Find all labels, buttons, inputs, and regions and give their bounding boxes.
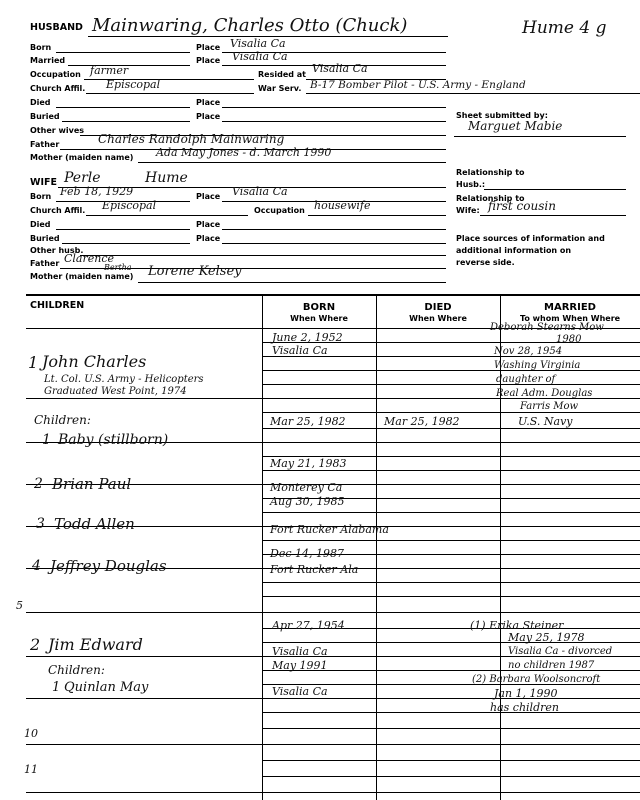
jim-married-7: has children xyxy=(490,701,559,714)
other-husb-line xyxy=(80,255,446,256)
gc2-born-place: Monterey Ca xyxy=(270,481,343,494)
wife-church-line xyxy=(86,215,248,216)
occupation-label: Occupation xyxy=(30,70,81,79)
husband-mother: Ada May Jones - d. March 1990 xyxy=(156,146,332,159)
gc1-born: Mar 25, 1982 xyxy=(270,415,346,428)
married-place-label: Place xyxy=(196,56,221,65)
wife-buried-line xyxy=(62,243,190,244)
gc4-born: Dec 14, 1987 xyxy=(270,547,344,560)
gc5-born-place: Visalia Ca xyxy=(272,685,328,698)
sheet-submitted-line xyxy=(454,136,626,137)
wife-rel-line xyxy=(480,215,626,216)
husband-name: Mainwaring, Charles Otto (Chuck) xyxy=(92,15,408,36)
gc2-born: May 21, 1983 xyxy=(270,457,347,470)
table-row-line xyxy=(262,540,640,541)
wife-father: Clarence xyxy=(64,252,115,265)
table-row-line xyxy=(26,744,640,745)
wife-died-place-line xyxy=(222,229,446,230)
husband-resided: Visalia Ca xyxy=(312,62,368,75)
sheet-id: Hume 4 g xyxy=(522,18,607,38)
gc5-num: 1 xyxy=(52,680,61,695)
husband-war-serv: B-17 Bomber Pilot - U.S. Army - England xyxy=(310,79,526,91)
gc2-name: Brian Paul xyxy=(52,475,132,493)
war-serv-label: War Serv. xyxy=(258,84,302,93)
died-place-label: Place xyxy=(196,98,221,107)
table-row-line xyxy=(262,428,640,429)
gc1-died: Mar 25, 1982 xyxy=(384,415,460,428)
row-mark-11: 11 xyxy=(24,763,38,776)
other-husb-label: Other husb. xyxy=(30,246,84,255)
gc5-born: May 1991 xyxy=(272,659,328,672)
jim-born-date: Apr 27, 1954 xyxy=(272,619,345,632)
submitted-by: Marguet Mabie xyxy=(468,119,563,133)
table-row-line xyxy=(262,712,640,713)
wife-buried-place-line xyxy=(222,243,446,244)
husband-church: Episcopal xyxy=(106,78,161,91)
table-row-line xyxy=(262,760,640,761)
sources-line-3: reverse side. xyxy=(456,258,515,267)
wife-occupation: housewife xyxy=(314,199,371,212)
buried-line xyxy=(62,121,190,122)
war-serv-line xyxy=(306,93,640,94)
born-line xyxy=(56,52,190,53)
buried-label: Buried xyxy=(30,112,60,121)
john-married-4: Washing Virginia xyxy=(494,360,581,371)
gc3-num: 3 xyxy=(36,516,45,532)
table-row-line xyxy=(262,370,640,371)
john-born-place: Visalia Ca xyxy=(272,344,328,357)
jim-married-4: no children 1987 xyxy=(508,660,595,671)
church-line xyxy=(86,93,254,94)
buried-place-label: Place xyxy=(196,112,221,121)
jim-married-5: (2) Barbara Woolsoncroft xyxy=(472,674,601,685)
other-wives-label: Other wives xyxy=(30,126,85,135)
gc5-name: Quinlan May xyxy=(64,680,149,695)
child-name-john: John Charles xyxy=(42,352,147,371)
died-line xyxy=(56,107,190,108)
wife-father-label: Father xyxy=(30,259,60,268)
husband-occupation: farmer xyxy=(90,64,129,77)
wife-church-label: Church Affil. xyxy=(30,206,86,215)
husband-born-place: Visalia Ca xyxy=(230,37,286,50)
sources-line-2: additional information on xyxy=(456,246,572,255)
wife-occupation-line xyxy=(308,215,446,216)
married-label: Married xyxy=(30,56,66,65)
table-row-line xyxy=(262,384,640,385)
row-mark-5: 5 xyxy=(16,599,23,612)
wife-mother-label: Mother (maiden name) xyxy=(30,272,134,281)
col-born-header: BORN xyxy=(302,302,336,313)
john-married-3: Nov 28, 1954 xyxy=(494,346,563,357)
died-place-line xyxy=(222,107,446,108)
born-place-label: Place xyxy=(196,43,221,52)
child-note-2: Graduated West Point, 1974 xyxy=(44,386,187,397)
mother-label: Mother (maiden name) xyxy=(30,153,134,162)
col-died-sub: When Where xyxy=(409,314,467,323)
children-label: CHILDREN xyxy=(30,300,85,311)
wife-born-place-label: Place xyxy=(196,192,221,201)
wife-church: Episcopal xyxy=(102,199,157,212)
children-sublabel-2: Children: xyxy=(48,663,105,677)
jim-married-1: (1) Erika Steiner xyxy=(470,619,564,632)
table-row-line xyxy=(262,582,640,583)
john-married-7: Farris Mow xyxy=(520,401,579,412)
children-table-top xyxy=(26,294,640,296)
table-row-line xyxy=(262,470,640,471)
wife-buried-place-label: Place xyxy=(196,234,221,243)
father-label: Father xyxy=(30,140,60,149)
child2-name: Jim Edward xyxy=(48,635,143,654)
wife-name: Perle Hume xyxy=(64,170,188,186)
church-label: Church Affil. xyxy=(30,84,86,93)
john-married-6: Real Adm. Douglas xyxy=(496,388,593,399)
col-line-died xyxy=(376,296,377,800)
gc3-name: Todd Allen xyxy=(54,515,135,533)
wife-died-place-label: Place xyxy=(196,220,221,229)
child-num: 1 xyxy=(28,353,39,372)
wife-buried-label: Buried xyxy=(30,234,60,243)
died-label: Died xyxy=(30,98,51,107)
gc3-born-place: Fort Rucker Alabama xyxy=(270,523,389,536)
mother-line xyxy=(138,162,446,163)
jim-born-place: Visalia Ca xyxy=(272,645,328,658)
gc4-born-place: Fort Rucker Ala xyxy=(270,563,359,576)
husband-label: HUSBAND xyxy=(30,22,83,33)
gc2-num: 2 xyxy=(34,476,43,492)
resided-label: Resided at xyxy=(258,70,306,79)
wife-born-label: Born xyxy=(30,192,52,201)
gc3-born: Aug 30, 1985 xyxy=(270,495,345,508)
wife-died-label: Died xyxy=(30,220,51,229)
col-died-header: DIED xyxy=(424,302,452,313)
john-married-1: Deborah Stearns Mow xyxy=(490,322,604,333)
wife-mother-prefix: Bertha xyxy=(104,263,132,272)
gc4-num: 4 xyxy=(32,558,41,574)
relationship-husb-label: Relationship to xyxy=(456,168,525,177)
table-row-line xyxy=(262,776,640,777)
wife-mother: Lorene Kelsey xyxy=(148,264,242,279)
john-married-2: 1980 xyxy=(556,334,582,345)
husb-label: Husb.: xyxy=(456,180,486,189)
buried-place-line xyxy=(222,121,446,122)
table-row-line xyxy=(26,792,640,793)
gc1-married: U.S. Navy xyxy=(518,415,573,428)
table-row-line xyxy=(26,612,640,613)
wife-rel-label: Wife: xyxy=(456,206,480,215)
table-row-line xyxy=(262,728,640,729)
sources-line-1: Place sources of information and xyxy=(456,234,605,243)
child2-num: 2 xyxy=(30,635,41,654)
jim-married-6: Jan 1, 1990 xyxy=(494,687,558,700)
row-mark-10: 10 xyxy=(24,727,38,740)
husband-father: Charles Randolph Mainwaring xyxy=(98,132,285,146)
children-sublabel-1: Children: xyxy=(34,413,91,427)
wife-mother-line xyxy=(138,282,446,283)
wife-born-place: Visalia Ca xyxy=(232,185,288,198)
wife-label: WIFE xyxy=(30,177,57,188)
sheet-submitted-label: Sheet submitted by: xyxy=(456,111,548,120)
col-married-header: MARRIED xyxy=(544,302,596,313)
wife-born: Feb 18, 1929 xyxy=(60,185,134,198)
wife-occupation-label: Occupation xyxy=(254,206,305,215)
married-line xyxy=(68,65,190,66)
table-row-line xyxy=(262,596,640,597)
col-born-sub: When Where xyxy=(290,314,348,323)
husb-rel-line xyxy=(484,189,626,190)
gc1-name: Baby (stillborn) xyxy=(58,432,169,448)
jim-married-3: Visalia Ca - divorced xyxy=(508,646,613,657)
col-line-born xyxy=(262,296,263,800)
gc1-num: 1 xyxy=(42,432,51,448)
john-married-5: daughter of xyxy=(496,374,556,385)
wife-died-line xyxy=(56,229,190,230)
table-row-line xyxy=(262,512,640,513)
child-note-1: Lt. Col. U.S. Army - Helicopters xyxy=(44,374,204,385)
john-born-date: June 2, 1952 xyxy=(272,331,343,344)
born-label: Born xyxy=(30,43,52,52)
relationship-wife-label: Relationship to xyxy=(456,194,525,203)
gc4-name: Jeffrey Douglas xyxy=(50,557,167,575)
col-married-sub: To whom When Where xyxy=(519,314,621,323)
jim-married-2: May 25, 1978 xyxy=(508,631,585,644)
husband-married-place: Visalia Ca xyxy=(232,50,288,63)
wife-relationship: first cousin xyxy=(488,199,556,213)
table-row-line xyxy=(262,412,640,413)
